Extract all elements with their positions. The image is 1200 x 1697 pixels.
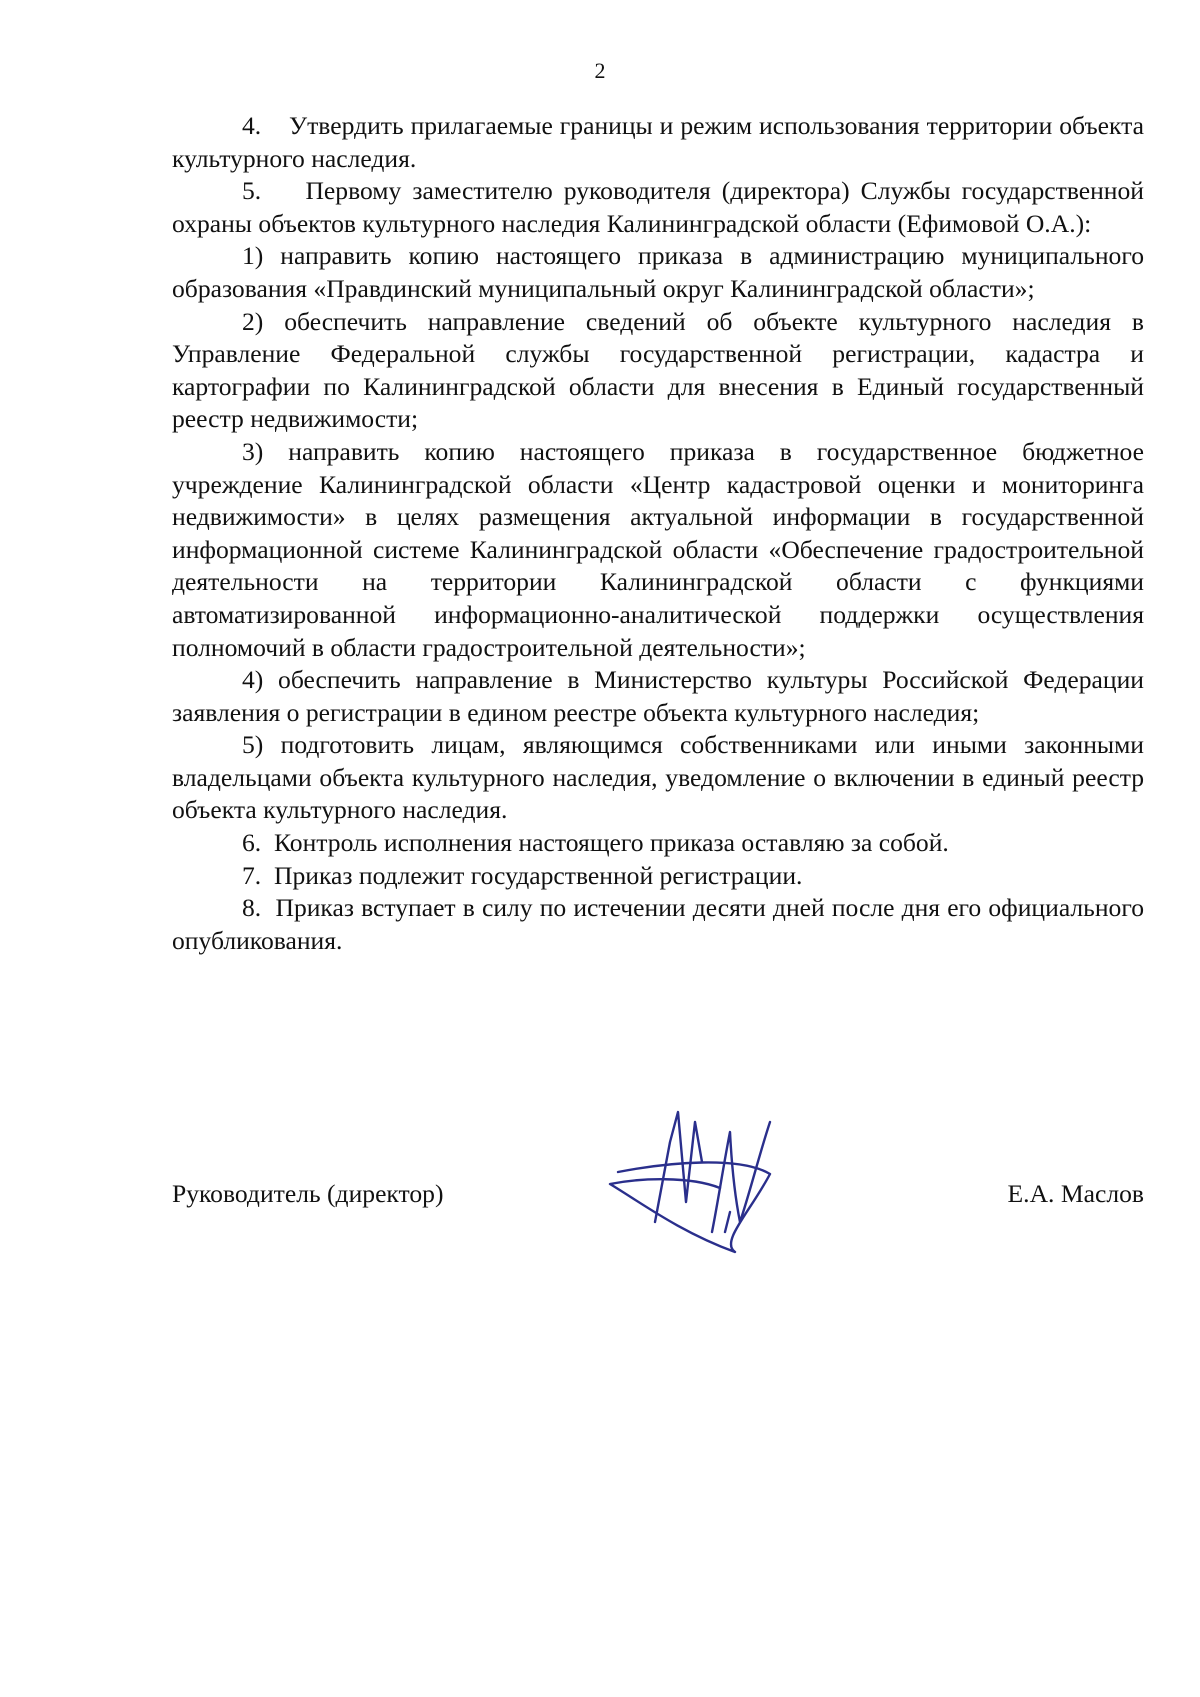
signature-block: [172, 1178, 1144, 1218]
subitem-4: 4) обеспечить направление в Министерство культуры Российской Федерации заявления о регистрации в едином реестре объекта культурного наследия;: [172, 665, 1144, 727]
signatory-name: Е.А. Маслов: [1007, 1179, 1144, 1208]
paragraph-item-8: 8. Приказ вступает в силу по истечении десяти дней после дня его официального опубликования.: [172, 893, 1144, 955]
paragraph-item-7: 7. Приказ подлежит государственной регистрации.: [242, 860, 803, 890]
paragraph-item-5: 5. Первому заместителю руководителя (директора) Службы государственной охраны объектов культурного наследия Калининградской области (Ефимовой О.А.):: [172, 176, 1144, 238]
subitem-5: 5) подготовить лицам, являющимся собственниками или иными законными владельцами объекта культурного наследия, уведомление о включении в единый реестр объекта культурного наследия.: [172, 730, 1144, 825]
signatory-title: Руководитель (директор): [172, 1179, 444, 1208]
paragraph-item-4: 4. Утвердить прилагаемые границы и режим использования территории объекта культурного наследия.: [172, 111, 1144, 173]
subitem-3: 3) направить копию настоящего приказа в государственное бюджетное учреждение Калининградской области «Центр кадастровой оценки и мониторинга недвижимости» в целях размещения актуальной информации в государственной информационной системе Калининградской области «Обеспечение градостроительной деятельности на территории Калининградской области с функциями автоматизированной информационно-аналитической поддержки осуществления полномочий в области градостроительной деятельности»;: [172, 436, 1144, 662]
page-number: 2: [594, 58, 606, 83]
paragraph-item-6: 6. Контроль исполнения настоящего приказа оставляю за собой.: [242, 828, 949, 858]
handwritten-signature: [600, 1092, 840, 1262]
document-body: [172, 110, 1144, 957]
subitem-1: 1) направить копию настоящего приказа в администрацию муниципального образования «Правдинский муниципальный округ Калининградской области»;: [172, 241, 1144, 303]
subitem-2: 2) обеспечить направление сведений об объекте культурного наследия в Управление Федеральной службы государственной регистрации, кадастра и картографии по Калининградской области для внесения в Единый государственный реестр недвижимости;: [172, 306, 1144, 434]
